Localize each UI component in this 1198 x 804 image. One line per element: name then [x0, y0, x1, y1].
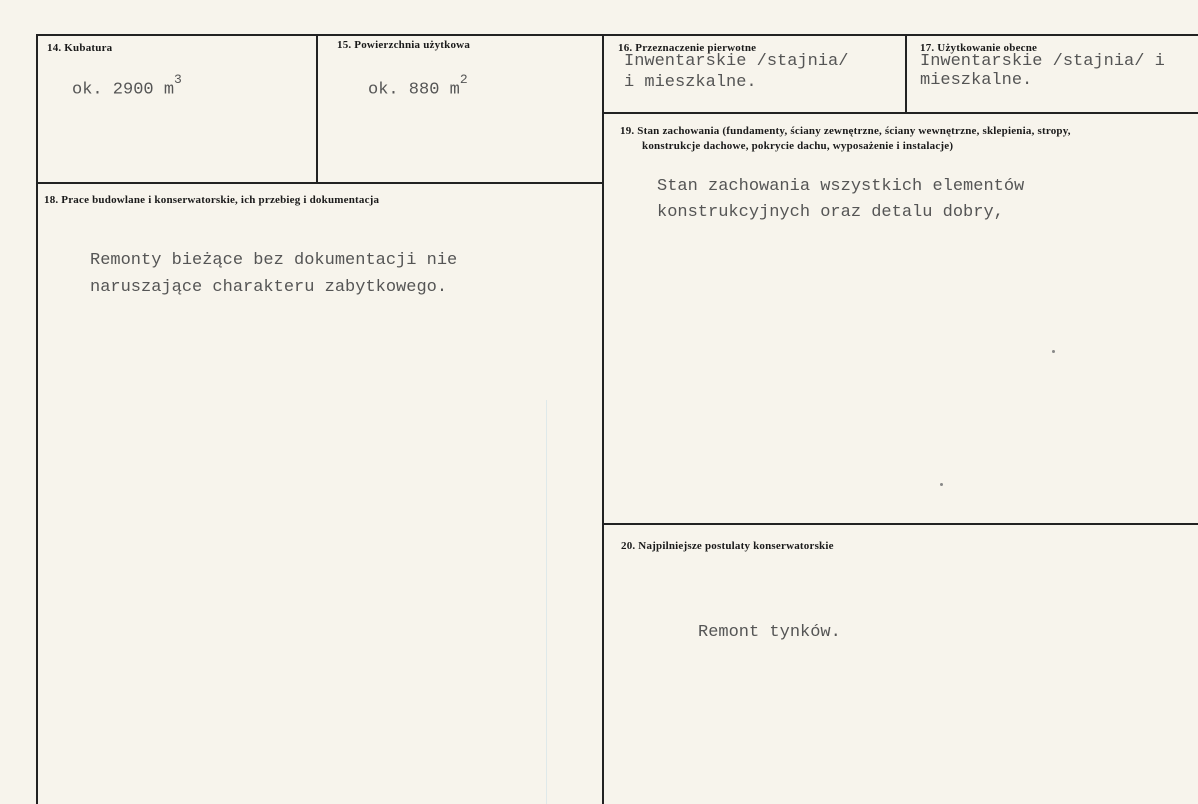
field-18-line1: Remonty bieżące bez dokumentacji nie [90, 251, 458, 270]
field-17-label: 17. Użytkowanie obecne [920, 42, 1038, 54]
field-15-unit-exponent: 2 [459, 72, 468, 87]
paper-speck [1052, 350, 1055, 353]
field-19-label-line1: 19. Stan zachowania (fundamenty, ściany zewnętrzne, ściany wewnętrzne, sklepienia, stropy, [620, 125, 1071, 137]
paper-fold-mark [546, 400, 547, 804]
field-19-label-line2: konstrukcje dachowe, pokrycie dachu, wyposażenie i instalacje) [642, 140, 954, 152]
field-16-label: 16. Przeznaczenie pierwotne [618, 42, 757, 54]
field-20-label: 20. Najpilniejsze postulaty konserwatorskie [621, 540, 834, 552]
top-border [36, 34, 1198, 36]
field-18-label: 18. Prace budowlane i konserwatorskie, ich przebieg i dokumentacja [44, 194, 380, 206]
left-border [36, 34, 38, 804]
divider-14-15 [316, 34, 318, 182]
divider-row1-right [602, 112, 1198, 114]
field-17-line1: Inwentarskie /stajnia/ i [920, 52, 1165, 71]
paper-speck [940, 483, 943, 486]
divider-row1-left [36, 182, 602, 184]
field-16-line2: i mieszkalne. [624, 73, 757, 92]
field-19-line1: Stan zachowania wszystkich elementów [657, 177, 1025, 196]
field-15-value: ok. 880 $m^2$ [368, 72, 468, 100]
field-14-label: 14. Kubatura [47, 42, 113, 54]
field-16-line1: Inwentarskie /stajnia/ [624, 52, 849, 71]
field-14-unit-exponent: 3 [174, 72, 182, 87]
field-19-line2: konstrukcyjnych oraz detalu dobry, [657, 203, 1004, 222]
field-17-line2: mieszkalne. [920, 71, 1033, 90]
field-20-value: Remont tynków. [698, 623, 841, 642]
divider-16-17 [905, 34, 907, 112]
field-15-label: 15. Powierzchnia użytkowa [337, 39, 471, 51]
center-divider [602, 34, 604, 804]
field-14-value: ok. 2900 $m^3$ [72, 72, 182, 100]
divider-field20 [602, 523, 1198, 525]
field-18-line2: naruszające charakteru zabytkowego. [90, 278, 448, 297]
